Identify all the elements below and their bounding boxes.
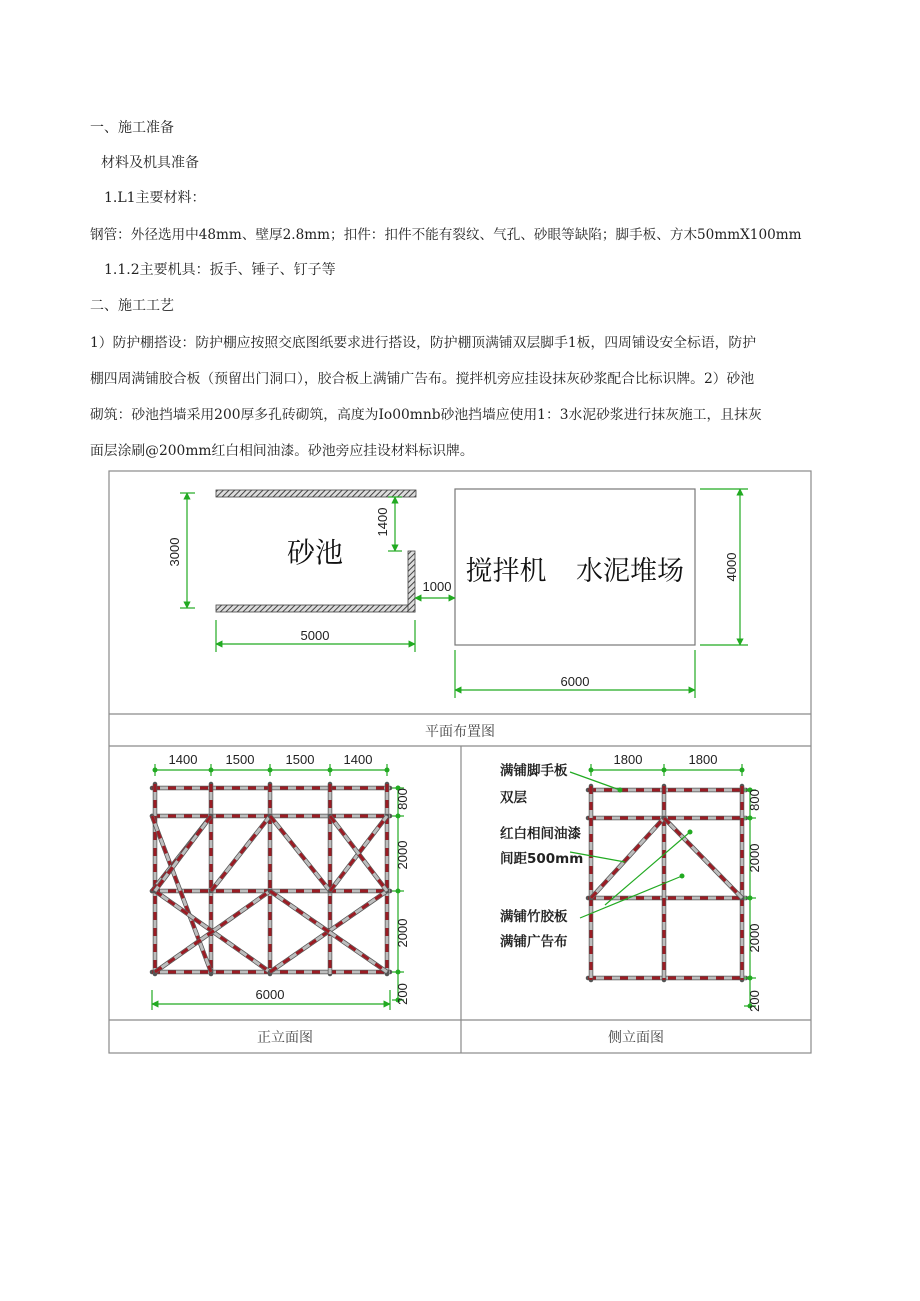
side-top-dim-2: 1800 xyxy=(688,752,718,767)
front-bottom-dim: 6000 xyxy=(255,987,285,1002)
side-caption: 侧立面图 xyxy=(608,1030,664,1046)
front-top-dot-2 xyxy=(268,768,273,773)
side-side-dot-3 xyxy=(748,976,753,981)
paragraph-line-4: 面层涂刷@200mm红白相间油漆。砂池旁应挂设材料标识牌。 xyxy=(90,443,474,459)
side-side-dim-1: 800 xyxy=(747,789,762,811)
front-side-dim-4: 200 xyxy=(395,983,410,1005)
front-top-dot-1 xyxy=(209,768,214,773)
plan-view xyxy=(167,489,748,740)
label-spacing-500: 间距500mm xyxy=(500,851,584,867)
sandpit-wall-bottom xyxy=(216,605,415,612)
front-side-dim-3: 2000 xyxy=(395,918,410,948)
section-heading-preparation: 一、施工准备 xyxy=(90,120,174,136)
dim-6000-plan: 6000 xyxy=(560,674,590,689)
leader-scaffold xyxy=(570,772,620,790)
front-brace-9-grey xyxy=(155,816,211,891)
side-side-dot-2 xyxy=(748,896,753,901)
sandpit-wall-top xyxy=(216,490,416,497)
front-side-dim-1: 800 xyxy=(395,788,410,810)
leader-dot-3 xyxy=(680,874,685,879)
front-side-dim-2: 2000 xyxy=(395,840,410,870)
item-main-materials: 1.L1主要材料： xyxy=(104,190,206,206)
side-side-dot-1 xyxy=(748,816,753,821)
front-side-dot-1 xyxy=(396,814,401,819)
label-advert-cloth: 满铺广告布 xyxy=(500,934,568,950)
side-top-dot-1 xyxy=(662,768,667,773)
front-top-dim-2: 1500 xyxy=(225,752,255,767)
label-scaffold-board: 满铺脚手板 xyxy=(500,763,568,779)
label-double-layer: 双层 xyxy=(500,790,527,806)
label-red-white-paint: 红白相间油漆 xyxy=(500,826,581,842)
side-side-dim-4: 200 xyxy=(747,990,762,1012)
plan-caption: 平面布置图 xyxy=(425,724,495,740)
side-elevation xyxy=(570,764,756,1009)
dim-1000: 1000 xyxy=(422,579,452,594)
front-caption: 正立面图 xyxy=(257,1030,313,1046)
dim-1400: 1400 xyxy=(375,507,390,537)
mixer-label: 搅拌机 xyxy=(465,556,547,587)
front-top-dim-3: 1500 xyxy=(285,752,315,767)
paragraph-line-3: 砌筑：砂池挡墙采用200厚多孔砖砌筑，高度为Io00mnb砂池挡墙应使用1：3水泥砂浆进行抹灰施工，且抹灰 xyxy=(90,407,762,423)
sandpit-wall-right xyxy=(408,551,415,612)
leader-dot-1 xyxy=(618,788,623,793)
front-top-dot-3 xyxy=(328,768,333,773)
dim-4000: 4000 xyxy=(724,552,739,582)
paragraph-line-1: 1）防护棚搭设：防护棚应按照交底图纸要求进行搭设，防护棚顶满铺双层脚手1板，四周铺设安全标语，防护 xyxy=(90,335,757,351)
side-side-dim-2: 2000 xyxy=(747,843,762,873)
section-heading-process: 二、施工工艺 xyxy=(90,298,174,314)
label-bamboo-board: 满铺竹胶板 xyxy=(500,909,568,925)
leader-dot-2 xyxy=(688,830,693,835)
subheading-materials-tools: 材料及机具准备 xyxy=(101,155,199,171)
front-side-dot-3 xyxy=(396,970,401,975)
front-top-dim-1: 1400 xyxy=(168,752,198,767)
dim-3000: 3000 xyxy=(167,537,182,567)
front-side-dot-2 xyxy=(396,889,401,894)
front-top-dim-4: 1400 xyxy=(343,752,373,767)
front-top-dot-0 xyxy=(153,768,158,773)
materials-text: 钢管：外径选用中48mm、壁厚2.8mm；扣件：扣件不能有裂纹、气孔、砂眼等缺陷；脚手板、方木50mmX100mm xyxy=(90,227,802,243)
sandpit-label: 砂池 xyxy=(286,536,344,569)
side-top-dot-0 xyxy=(589,768,594,773)
side-top-dim-1: 1800 xyxy=(613,752,643,767)
paragraph-line-2: 棚四周满铺胶合板（预留出门洞口），胶合板上满铺广告布。搅拌机旁应挂设抹灰砂浆配合比标识牌。2）砂池 xyxy=(90,371,755,387)
item-main-tools: 1.1.2主要机具：扳手、锤子、钉子等 xyxy=(104,262,336,278)
dim-5000: 5000 xyxy=(300,628,330,643)
cement-yard-label: 水泥堆场 xyxy=(576,556,684,587)
front-top-dot-4 xyxy=(385,768,390,773)
side-side-dim-3: 2000 xyxy=(747,923,762,953)
side-top-dot-2 xyxy=(740,768,745,773)
front-elevation xyxy=(152,764,404,1010)
